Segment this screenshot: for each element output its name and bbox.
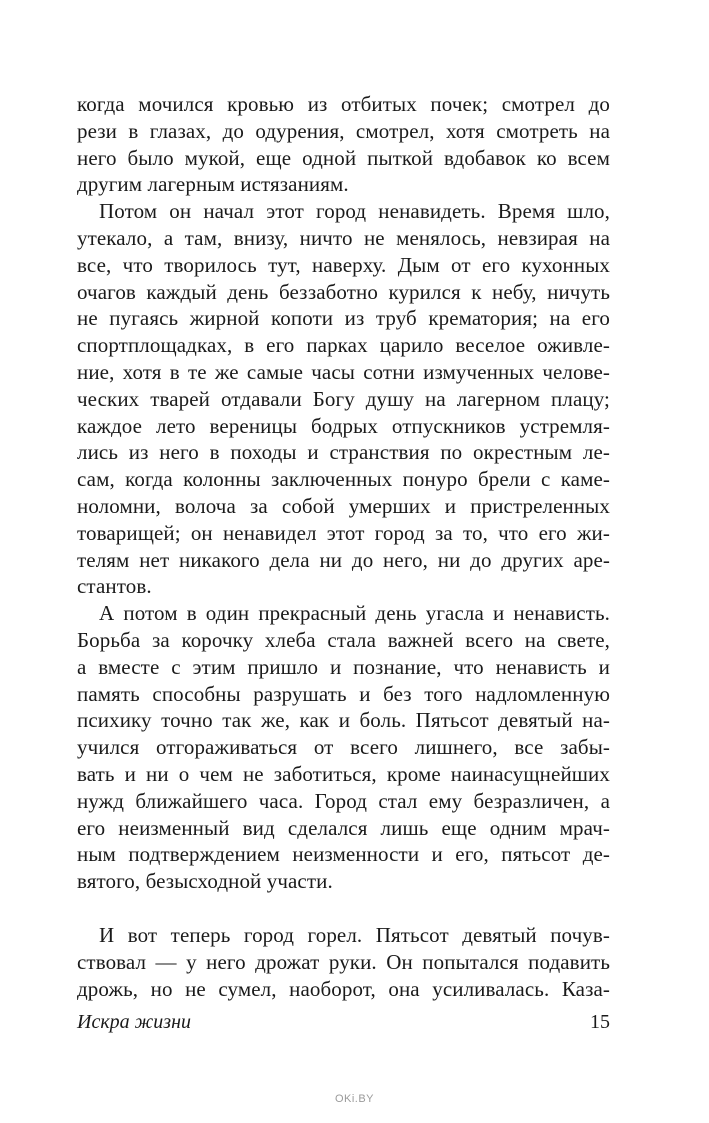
- text-line: вятого, безысходной участи.: [77, 869, 333, 894]
- text-line: утекало, а там, внизу, ничто не менялось, невзирая на: [77, 225, 610, 250]
- text-line: ным подтверждением неизменности и его, пятьсот де-: [77, 842, 610, 867]
- text-line: И вот теперь город горел. Пятьсот девятый почув-: [99, 922, 610, 947]
- text-line: ствовал — у него дрожат руки. Он попытался подавить: [77, 949, 610, 974]
- text-line: лись из него в походы и странствия по окрестным ле-: [77, 440, 610, 465]
- text-line: другим лагерным истязаниям.: [77, 172, 349, 197]
- text-line: ноломни, волоча за собой умерших и пристреленных: [77, 493, 610, 518]
- text-line: него было мукой, еще одной пыткой вдобавок ко всем: [77, 145, 610, 170]
- text-line: ние, хотя в те же самые часы сотни измученных челове-: [77, 359, 610, 384]
- text-line: рези в глазах, до одурения, смотрел, хотя смотреть на: [77, 118, 610, 143]
- text-line: а вместе с этим пришло и познание, что ненависть и: [77, 654, 610, 679]
- text-line: спортплощадках, в его парках царило веселое оживле-: [77, 333, 610, 358]
- page-number: 15: [590, 1011, 610, 1033]
- text-line: когда мочился кровью из отбитых почек; смотрел до: [77, 92, 610, 116]
- text-line: очагов каждый день беззаботно курился к небу, ничуть: [77, 279, 610, 304]
- text-line: психику точно так же, как и боль. Пятьсот девятый на-: [77, 708, 610, 733]
- text-line: стантов.: [77, 574, 152, 599]
- text-line: все, что творилось тут, наверху. Дым от его кухонных: [77, 252, 610, 277]
- watermark: OKi.BY: [334, 1093, 375, 1105]
- text-line: А потом в один прекрасный день угасла и ненависть.: [99, 601, 610, 626]
- body-text: [77, 91, 610, 1002]
- text-line: вать и ни о чем не заботиться, кроме наинасущнейших: [77, 761, 610, 786]
- text-line: сам, когда колонны заключенных понуро брели с каме-: [77, 467, 610, 492]
- text-line: Борьба за корочку хлеба стала важней всего на свете,: [77, 627, 610, 652]
- text-line: его неизменный вид сделался лишь еще одним мрач-: [77, 815, 610, 840]
- text-line: Потом он начал этот город ненавидеть. Время шло,: [99, 199, 610, 224]
- text-line: нужд ближайшего часа. Город стал ему безразличен, а: [77, 788, 610, 813]
- running-footer-title: Искра жизни: [77, 1011, 192, 1033]
- text-line: не пугаясь жирной копоти из труб крематория; на его: [77, 306, 610, 331]
- paragraph: [77, 198, 610, 600]
- paragraph: [77, 600, 610, 895]
- text-line: дрожь, но не сумел, наоборот, она усиливалась. Каза-: [77, 976, 610, 1001]
- paragraph: [77, 91, 610, 198]
- text-line: память способны разрушать и без того надломленную: [77, 681, 610, 706]
- text-line: товарищей; он ненавидел этот город за то, что его жи-: [77, 520, 610, 545]
- text-line: учился отгораживаться от всего лишнего, все забы-: [77, 735, 610, 760]
- text-line: ческих тварей отдавали Богу душу на лагерном плацу;: [77, 386, 610, 411]
- text-line: каждое лето вереницы бодрых отпускников устремля-: [77, 413, 610, 438]
- text-line: телям нет никакого дела ни до него, ни до других аре-: [77, 547, 610, 572]
- section-break: [77, 895, 610, 922]
- paragraph: [77, 922, 610, 1002]
